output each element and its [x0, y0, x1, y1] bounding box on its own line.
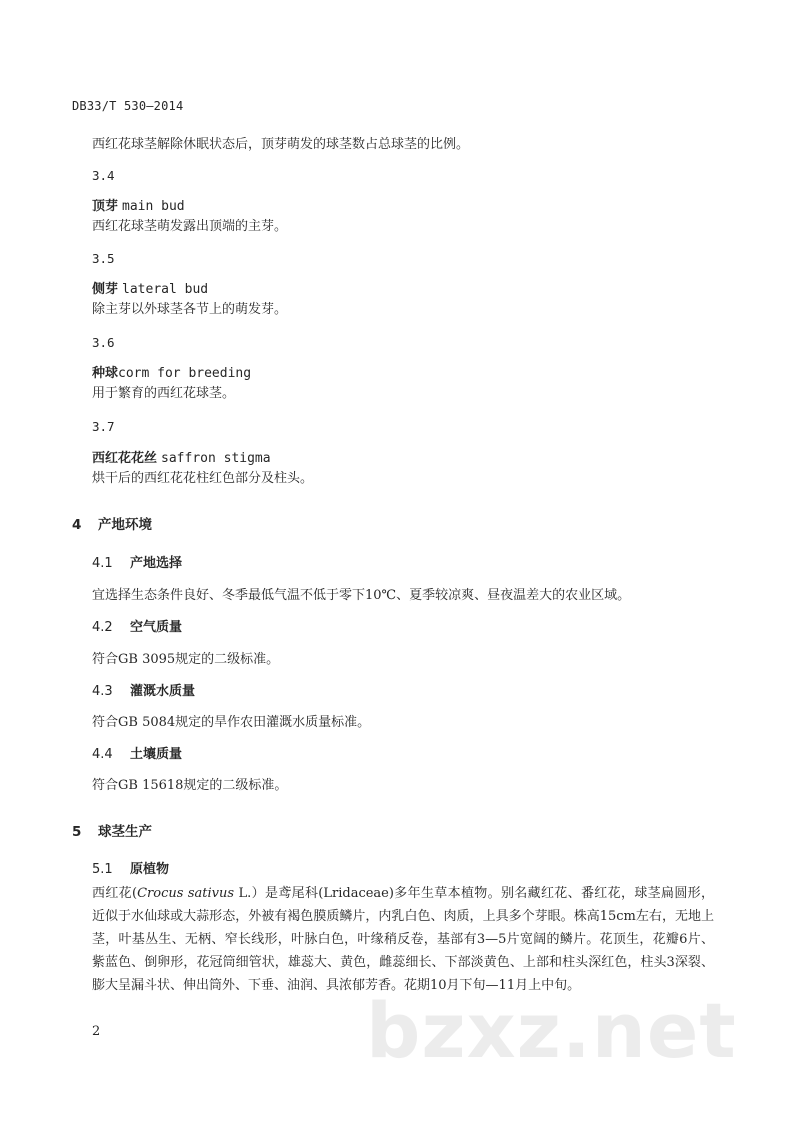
watermark: bzxz.net — [366, 986, 737, 1075]
term-definition: 用于繁育的西红花球茎。 — [92, 386, 236, 401]
term-title — [92, 362, 251, 381]
paragraph-text: L.）是鸢尾科(Lridaceae)多年生草本植物。别名藏红花、番红花，球茎扁圆形，近似于水仙球或大蒜形态，外被有褐色膜质鳞片，内乳白色、肉质，上具多个芽眼。株高15cm左右，无地上茎，叶基丛生、无柄、窄长线形，叶脉白色，叶缘稍反卷，基部有3—5片宽阔的鳞片。花顶生，花瓣6片、紫蓝色、倒卵形，花冠筒细管状，雄蕊大、黄色，雌蕊细长、下部淡黄色、上部和柱头深红色，柱头3深裂、膨大呈漏斗状、伸出筒外、下垂、油润、具浓郁芳香。花期10月下旬—11月上中旬。 — [92, 886, 714, 993]
section-number: 4 — [72, 517, 82, 533]
section-title: 球茎生产 — [98, 824, 152, 840]
term-title — [92, 278, 208, 297]
subsection-4-1-heading — [92, 552, 182, 571]
section-4-heading — [72, 513, 152, 533]
term-en: corm for breeding — [118, 366, 252, 381]
term-definition: 除主芽以外球茎各节上的萌发芽。 — [92, 302, 288, 317]
term-number: 3.5 — [92, 251, 115, 266]
term-definition: 烘干后的西红花花柱红色部分及柱头。 — [92, 471, 314, 486]
subsection-4-4-text: 符合GB 15618规定的二级标准。 — [92, 778, 288, 793]
subsection-number: 4.4 — [92, 747, 113, 762]
subsection-title: 产地选择 — [130, 556, 183, 571]
term-number: 3.7 — [92, 419, 115, 434]
term-zh: 种球 — [92, 366, 119, 381]
subsection-number: 4.1 — [92, 556, 113, 571]
term-zh: 西红花花丝 — [92, 451, 158, 466]
page-number: 2 — [92, 1024, 101, 1039]
term-en: lateral bud — [122, 282, 209, 297]
subsection-4-4-heading — [92, 743, 182, 762]
subsection-number: 5.1 — [92, 862, 113, 877]
subsection-title: 空气质量 — [130, 620, 183, 635]
subsection-4-2-text: 符合GB 3095规定的二级标准。 — [92, 652, 280, 667]
paragraph-text: 西红花( — [92, 886, 138, 901]
term-title — [92, 447, 271, 466]
subsection-4-3-heading — [92, 680, 195, 699]
term-definition: 西红花球茎萌发露出顶端的主芽。 — [92, 219, 288, 234]
species-name-italic: Crocus sativus — [137, 886, 235, 901]
term-number: 3.4 — [92, 168, 115, 183]
section-number: 5 — [72, 824, 82, 840]
subsection-5-1-paragraph — [92, 882, 714, 997]
subsection-4-1-text: 宜选择生态条件良好、冬季最低气温不低于零下10℃、夏季较凉爽、昼夜温差大的农业区域。 — [92, 588, 631, 603]
subsection-number: 4.3 — [92, 684, 113, 699]
term-number: 3.6 — [92, 335, 115, 350]
section-5-heading — [72, 820, 152, 840]
term-zh: 侧芽 — [92, 282, 119, 297]
section-title: 产地环境 — [98, 517, 152, 533]
term-en: saffron stigma — [161, 451, 271, 466]
subsection-title: 灌溉水质量 — [130, 684, 196, 699]
subsection-4-3-text: 符合GB 5084规定的旱作农田灌溉水质量标准。 — [92, 715, 371, 730]
subsection-title: 土壤质量 — [130, 747, 183, 762]
subsection-4-2-heading — [92, 616, 182, 635]
definition-3-3-text: 西红花球茎解除休眠状态后，顶芽萌发的球茎数占总球茎的比例。 — [92, 137, 470, 152]
subsection-5-1-heading — [92, 858, 169, 877]
subsection-title: 原植物 — [130, 862, 170, 877]
standard-code-header: DB33/T 530—2014 — [72, 99, 184, 113]
term-title — [92, 195, 185, 214]
subsection-number: 4.2 — [92, 620, 113, 635]
term-en: main bud — [122, 199, 185, 214]
term-zh: 顶芽 — [92, 199, 119, 214]
